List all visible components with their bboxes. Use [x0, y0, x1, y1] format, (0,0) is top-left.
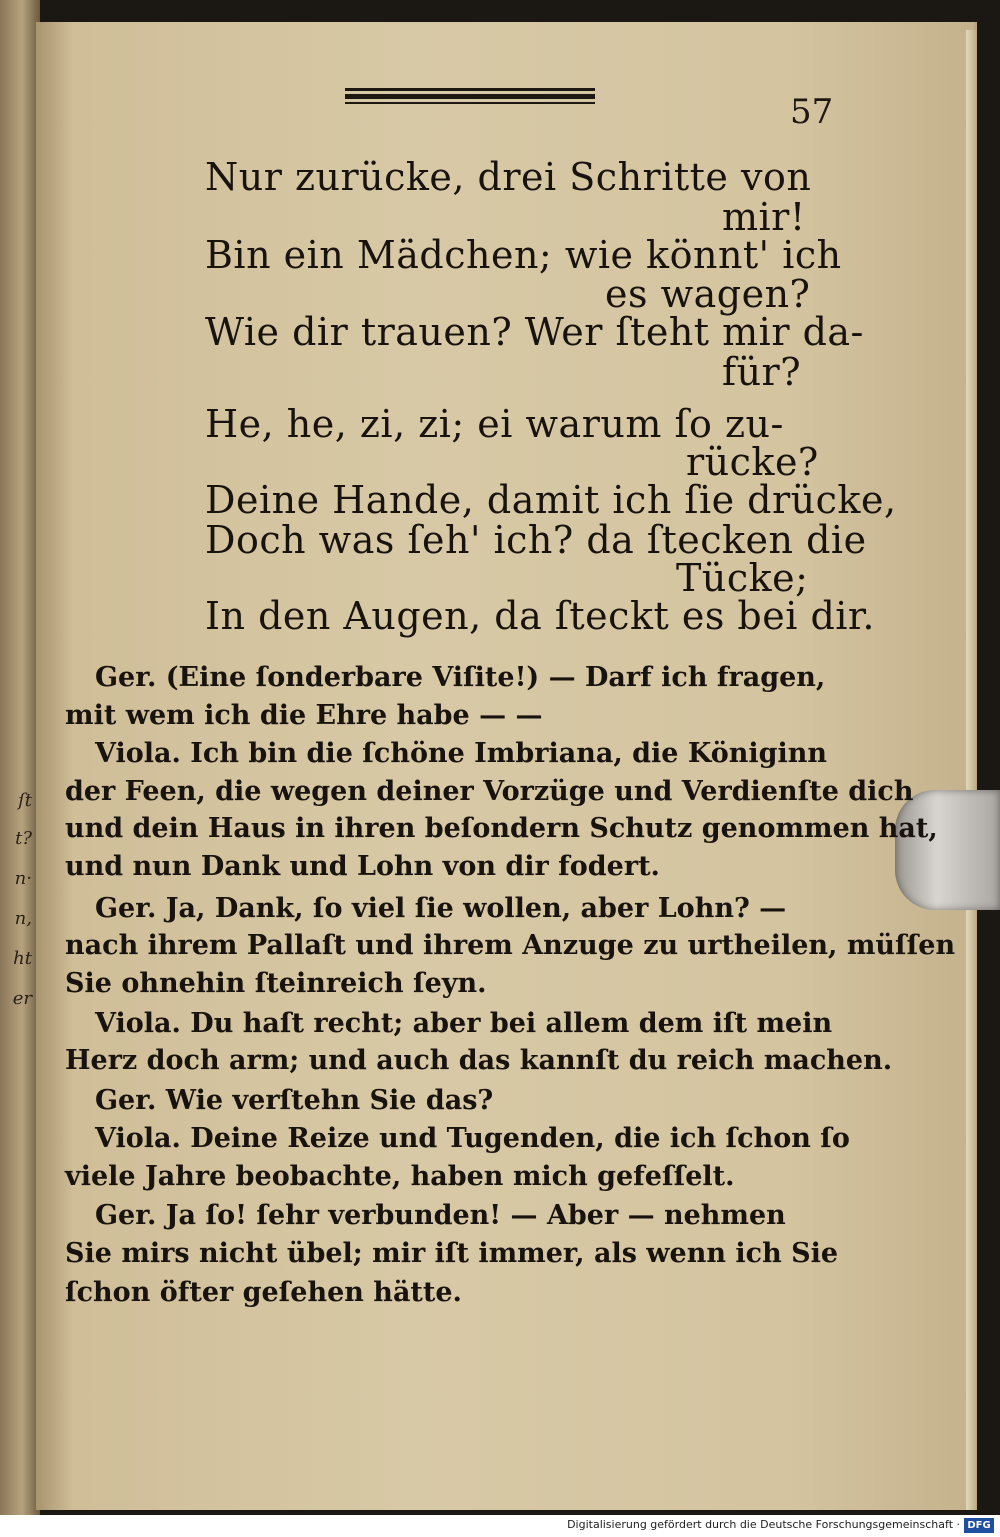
verse-line: He, he, zi, zi; ei warum ſo zu-	[205, 402, 784, 446]
prose-line: und dein Haus in ihren beſondern Schutz genommen hat,	[65, 813, 938, 844]
verse-line: Doch was ſeh' ich? da ſtecken die	[205, 518, 867, 562]
verse-line: Wie dir trauen? Wer ſteht mir da-	[205, 310, 864, 354]
verse-line: es wagen?	[605, 272, 811, 316]
dfg-logo: DFG	[964, 1518, 994, 1533]
prose-line: Sie ohnehin ſteinreich ſeyn.	[65, 968, 487, 999]
verse-line: Tücke;	[676, 556, 809, 600]
prose-line: Viola. Du haſt recht; aber bei allem dem iſt mein	[95, 1008, 833, 1039]
left-page-edge	[0, 0, 40, 1515]
header-rule	[345, 94, 595, 99]
left-page-fragment: n·	[14, 868, 32, 889]
prose-line: Sie mirs nicht übel; mir iſt immer, als wenn ich Sie	[65, 1238, 839, 1269]
prose-line: Ger. Wie verſtehn Sie das?	[95, 1085, 494, 1116]
header-rule	[345, 102, 595, 104]
prose-line: und nun Dank und Lohn von dir fodert.	[65, 851, 660, 882]
prose-line: nach ihrem Pallaſt und ihrem Anzuge zu urtheilen, müſſen	[65, 930, 956, 961]
digitization-credit: Digitalisierung gefördert durch die Deutsche Forschungsgemeinschaft ·	[567, 1518, 960, 1531]
prose-line: der Feen, die wegen deiner Vorzüge und Verdienſte dich	[65, 776, 914, 807]
prose-line: Ger. (Eine ſonderbare Viſite!) — Darf ich fragen,	[95, 662, 826, 693]
verse-line: Deine Hande, damit ich ſie drücke,	[205, 478, 897, 522]
verse-line: mir!	[722, 195, 806, 239]
left-page-fragment: er	[12, 988, 32, 1009]
prose-line: mit wem ich die Ehre habe — —	[65, 700, 543, 731]
page-number: 57	[790, 92, 834, 132]
page-tab-clip	[895, 790, 1000, 910]
prose-line: Ger. Ja ſo! ſehr verbunden! — Aber — nehmen	[95, 1200, 786, 1231]
verse-line: In den Augen, da ſteckt es bei dir.	[205, 594, 875, 638]
verse-line: Nur zurücke, drei Schritte von	[205, 155, 812, 199]
prose-line: Ger. Ja, Dank, ſo viel ſie wollen, aber Lohn? —	[95, 893, 787, 924]
prose-line: Herz doch arm; und auch das kannſt du reich machen.	[65, 1045, 893, 1076]
verse-line: für?	[722, 350, 802, 394]
header-rule	[345, 88, 595, 91]
page-edge	[966, 30, 976, 1510]
left-page-fragment: t?	[15, 828, 32, 849]
prose-line: Viola. Ich bin die ſchöne Imbriana, die Königinn	[95, 738, 828, 769]
left-page-fragment: ſt	[18, 790, 32, 811]
left-page-fragment: ht	[13, 948, 32, 969]
verse-line: Bin ein Mädchen; wie könnt' ich	[205, 233, 842, 277]
prose-line: viele Jahre beobachte, haben mich gefeſſelt.	[65, 1161, 735, 1192]
verse-line: rücke?	[686, 440, 819, 484]
footer-bar	[0, 1515, 1000, 1537]
prose-line: ſchon öfter geſehen hätte.	[65, 1277, 462, 1308]
left-page-fragment: n,	[14, 908, 32, 929]
prose-line: Viola. Deine Reize und Tugenden, die ich ſchon ſo	[95, 1123, 850, 1154]
